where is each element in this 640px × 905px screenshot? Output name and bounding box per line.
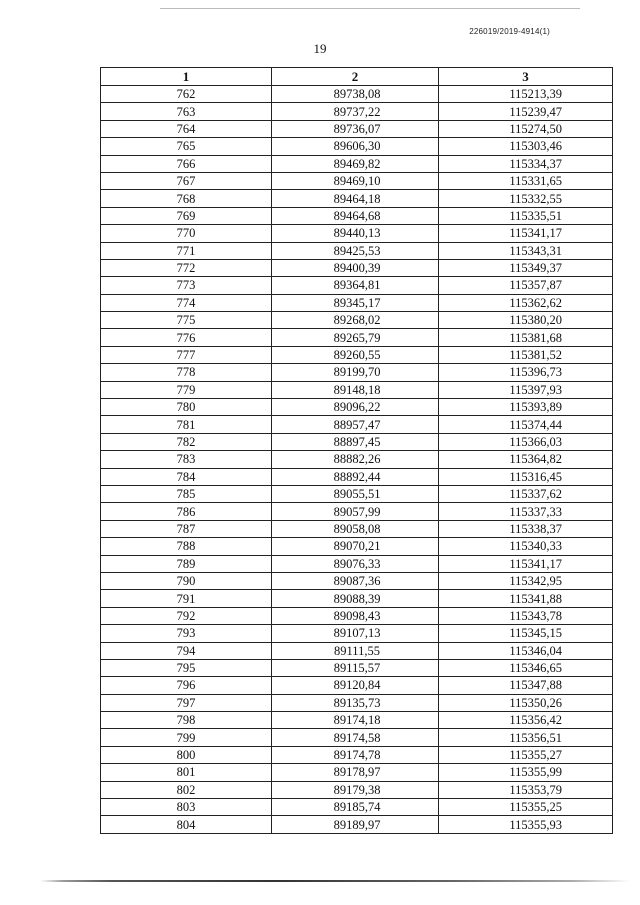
point-number-cell: 803 [101, 799, 272, 816]
table-row [101, 294, 613, 311]
y-coordinate-cell: 115213,39 [439, 86, 613, 103]
point-number-cell: 779 [101, 381, 272, 398]
point-number-cell: 802 [101, 781, 272, 798]
table-row [101, 207, 613, 224]
y-coordinate-cell: 115337,33 [439, 503, 613, 520]
point-number-cell: 784 [101, 468, 272, 485]
point-number-cell: 801 [101, 764, 272, 781]
x-coordinate-cell: 89055,51 [272, 485, 439, 502]
table-body [101, 86, 613, 834]
table-row [101, 277, 613, 294]
x-coordinate-cell: 89088,39 [272, 590, 439, 607]
y-coordinate-cell: 115345,15 [439, 625, 613, 642]
y-coordinate-cell: 115393,89 [439, 399, 613, 416]
y-coordinate-cell: 115356,51 [439, 729, 613, 746]
y-coordinate-cell: 115331,65 [439, 172, 613, 189]
y-coordinate-cell: 115335,51 [439, 207, 613, 224]
point-number-cell: 795 [101, 659, 272, 676]
column-header-1: 1 [101, 68, 272, 86]
point-number-cell: 774 [101, 294, 272, 311]
table-header-row [101, 68, 613, 86]
point-number-cell: 791 [101, 590, 272, 607]
table-row [101, 799, 613, 816]
x-coordinate-cell: 89148,18 [272, 381, 439, 398]
point-number-cell: 798 [101, 712, 272, 729]
y-coordinate-cell: 115349,37 [439, 259, 613, 276]
x-coordinate-cell: 89738,08 [272, 86, 439, 103]
point-number-cell: 789 [101, 555, 272, 572]
x-coordinate-cell: 89464,68 [272, 207, 439, 224]
table-row [101, 468, 613, 485]
x-coordinate-cell: 89345,17 [272, 294, 439, 311]
table-row [101, 451, 613, 468]
x-coordinate-cell: 89174,58 [272, 729, 439, 746]
table-row [101, 746, 613, 763]
x-coordinate-cell: 89400,39 [272, 259, 439, 276]
point-number-cell: 770 [101, 225, 272, 242]
y-coordinate-cell: 115303,46 [439, 138, 613, 155]
table-row [101, 416, 613, 433]
table-row [101, 712, 613, 729]
table-row [101, 538, 613, 555]
table-row [101, 590, 613, 607]
table-row [101, 520, 613, 537]
x-coordinate-cell: 88892,44 [272, 468, 439, 485]
y-coordinate-cell: 115396,73 [439, 364, 613, 381]
table-row [101, 816, 613, 833]
point-number-cell: 773 [101, 277, 272, 294]
x-coordinate-cell: 89606,30 [272, 138, 439, 155]
x-coordinate-cell: 89107,13 [272, 625, 439, 642]
x-coordinate-cell: 89135,73 [272, 694, 439, 711]
column-header-2: 2 [272, 68, 439, 86]
y-coordinate-cell: 115374,44 [439, 416, 613, 433]
table-row [101, 433, 613, 450]
point-number-cell: 762 [101, 86, 272, 103]
y-coordinate-cell: 115316,45 [439, 468, 613, 485]
x-coordinate-cell: 89076,33 [272, 555, 439, 572]
x-coordinate-cell: 89199,70 [272, 364, 439, 381]
x-coordinate-cell: 89120,84 [272, 677, 439, 694]
point-number-cell: 772 [101, 259, 272, 276]
y-coordinate-cell: 115341,17 [439, 225, 613, 242]
table-row [101, 503, 613, 520]
x-coordinate-cell: 89098,43 [272, 607, 439, 624]
point-number-cell: 778 [101, 364, 272, 381]
y-coordinate-cell: 115239,47 [439, 103, 613, 120]
table-row [101, 155, 613, 172]
point-number-cell: 782 [101, 433, 272, 450]
point-number-cell: 787 [101, 520, 272, 537]
x-coordinate-cell: 89268,02 [272, 312, 439, 329]
table-row [101, 346, 613, 363]
x-coordinate-cell: 88882,26 [272, 451, 439, 468]
x-coordinate-cell: 89057,99 [272, 503, 439, 520]
bottom-rule [40, 880, 630, 882]
table-row [101, 677, 613, 694]
table-row [101, 120, 613, 137]
table-row [101, 485, 613, 502]
y-coordinate-cell: 115337,62 [439, 485, 613, 502]
x-coordinate-cell: 89111,55 [272, 642, 439, 659]
x-coordinate-cell: 89096,22 [272, 399, 439, 416]
x-coordinate-cell: 89736,07 [272, 120, 439, 137]
y-coordinate-cell: 115340,33 [439, 538, 613, 555]
point-number-cell: 799 [101, 729, 272, 746]
y-coordinate-cell: 115343,31 [439, 242, 613, 259]
table-row [101, 694, 613, 711]
x-coordinate-cell: 89178,97 [272, 764, 439, 781]
table-row [101, 242, 613, 259]
y-coordinate-cell: 115353,79 [439, 781, 613, 798]
y-coordinate-cell: 115381,68 [439, 329, 613, 346]
table-row [101, 399, 613, 416]
table-row [101, 86, 613, 103]
point-number-cell: 797 [101, 694, 272, 711]
y-coordinate-cell: 115364,82 [439, 451, 613, 468]
x-coordinate-cell: 89189,97 [272, 816, 439, 833]
y-coordinate-cell: 115347,88 [439, 677, 613, 694]
x-coordinate-cell: 89058,08 [272, 520, 439, 537]
top-rule [160, 8, 580, 9]
point-number-cell: 796 [101, 677, 272, 694]
table-row [101, 312, 613, 329]
y-coordinate-cell: 115346,65 [439, 659, 613, 676]
table-row [101, 259, 613, 276]
table-row [101, 364, 613, 381]
document-id: 226019/2019-4914(1) [469, 27, 550, 36]
x-coordinate-cell: 89115,57 [272, 659, 439, 676]
point-number-cell: 781 [101, 416, 272, 433]
point-number-cell: 767 [101, 172, 272, 189]
point-number-cell: 790 [101, 572, 272, 589]
point-number-cell: 783 [101, 451, 272, 468]
table-row [101, 555, 613, 572]
table-row [101, 607, 613, 624]
point-number-cell: 766 [101, 155, 272, 172]
table-row [101, 781, 613, 798]
x-coordinate-cell: 89469,82 [272, 155, 439, 172]
table-row [101, 659, 613, 676]
table-row [101, 572, 613, 589]
y-coordinate-cell: 115355,27 [439, 746, 613, 763]
y-coordinate-cell: 115341,17 [439, 555, 613, 572]
table-row [101, 225, 613, 242]
column-header-3: 3 [439, 68, 613, 86]
table-row [101, 642, 613, 659]
x-coordinate-cell: 89425,53 [272, 242, 439, 259]
x-coordinate-cell: 89260,55 [272, 346, 439, 363]
x-coordinate-cell: 89469,10 [272, 172, 439, 189]
x-coordinate-cell: 89087,36 [272, 572, 439, 589]
y-coordinate-cell: 115350,26 [439, 694, 613, 711]
table-row [101, 329, 613, 346]
point-number-cell: 763 [101, 103, 272, 120]
y-coordinate-cell: 115334,37 [439, 155, 613, 172]
x-coordinate-cell: 89185,74 [272, 799, 439, 816]
y-coordinate-cell: 115381,52 [439, 346, 613, 363]
y-coordinate-cell: 115274,50 [439, 120, 613, 137]
point-number-cell: 800 [101, 746, 272, 763]
y-coordinate-cell: 115355,99 [439, 764, 613, 781]
point-number-cell: 768 [101, 190, 272, 207]
point-number-cell: 777 [101, 346, 272, 363]
y-coordinate-cell: 115341,88 [439, 590, 613, 607]
x-coordinate-cell: 89265,79 [272, 329, 439, 346]
table-row [101, 190, 613, 207]
y-coordinate-cell: 115362,62 [439, 294, 613, 311]
x-coordinate-cell: 89464,18 [272, 190, 439, 207]
y-coordinate-cell: 115380,20 [439, 312, 613, 329]
x-coordinate-cell: 88957,47 [272, 416, 439, 433]
point-number-cell: 785 [101, 485, 272, 502]
table-row [101, 138, 613, 155]
point-number-cell: 764 [101, 120, 272, 137]
table-row [101, 625, 613, 642]
y-coordinate-cell: 115397,93 [439, 381, 613, 398]
table-row [101, 103, 613, 120]
point-number-cell: 775 [101, 312, 272, 329]
y-coordinate-cell: 115355,93 [439, 816, 613, 833]
point-number-cell: 794 [101, 642, 272, 659]
y-coordinate-cell: 115366,03 [439, 433, 613, 450]
table-row [101, 381, 613, 398]
point-number-cell: 793 [101, 625, 272, 642]
y-coordinate-cell: 115355,25 [439, 799, 613, 816]
y-coordinate-cell: 115338,37 [439, 520, 613, 537]
y-coordinate-cell: 115332,55 [439, 190, 613, 207]
point-number-cell: 765 [101, 138, 272, 155]
x-coordinate-cell: 89364,81 [272, 277, 439, 294]
x-coordinate-cell: 89737,22 [272, 103, 439, 120]
point-number-cell: 804 [101, 816, 272, 833]
point-number-cell: 792 [101, 607, 272, 624]
point-number-cell: 771 [101, 242, 272, 259]
point-number-cell: 780 [101, 399, 272, 416]
page-number: 19 [313, 41, 327, 56]
y-coordinate-cell: 115357,87 [439, 277, 613, 294]
x-coordinate-cell: 89174,78 [272, 746, 439, 763]
y-coordinate-cell: 115346,04 [439, 642, 613, 659]
table-row [101, 729, 613, 746]
table-row [101, 172, 613, 189]
point-number-cell: 788 [101, 538, 272, 555]
point-number-cell: 786 [101, 503, 272, 520]
x-coordinate-cell: 89440,13 [272, 225, 439, 242]
coordinates-table [100, 67, 613, 834]
x-coordinate-cell: 89179,38 [272, 781, 439, 798]
table-row [101, 764, 613, 781]
point-number-cell: 776 [101, 329, 272, 346]
y-coordinate-cell: 115343,78 [439, 607, 613, 624]
y-coordinate-cell: 115342,95 [439, 572, 613, 589]
point-number-cell: 769 [101, 207, 272, 224]
x-coordinate-cell: 89174,18 [272, 712, 439, 729]
y-coordinate-cell: 115356,42 [439, 712, 613, 729]
x-coordinate-cell: 88897,45 [272, 433, 439, 450]
x-coordinate-cell: 89070,21 [272, 538, 439, 555]
